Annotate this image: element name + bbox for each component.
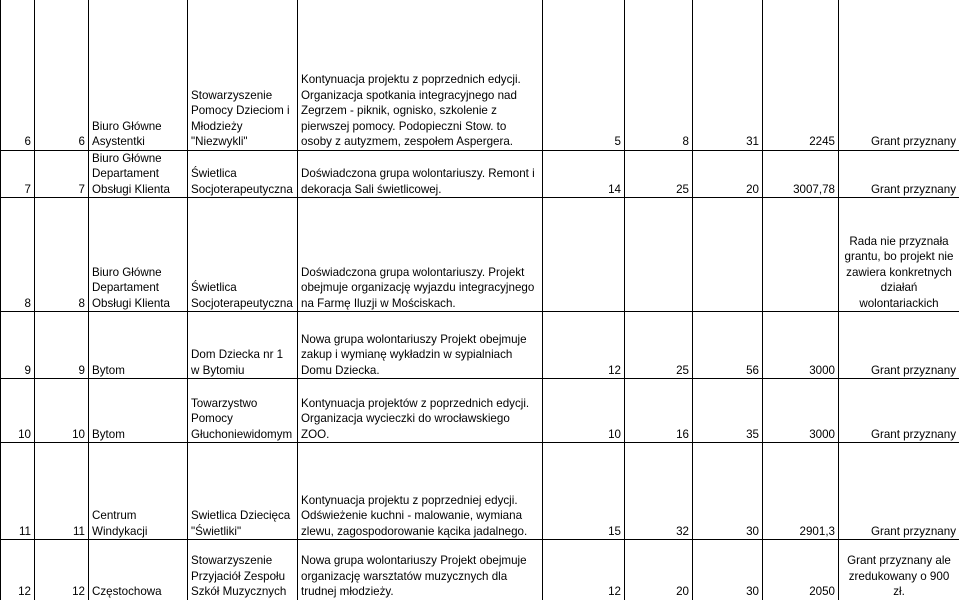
cell-decyzja: Grant przyznany ale zredukowany o 900 zł. bbox=[839, 540, 959, 600]
table-row bbox=[1, 540, 959, 600]
cell-c bbox=[693, 198, 763, 312]
cell-org: Towarzystwo Pomocy Głuchoniewidomym bbox=[188, 379, 298, 443]
cell-opis: Doświadczona grupa wolontariuszy. Projekt obejmuje organizację wyjazdu integracyjnego na Farmę Iluzji w Mościskach. bbox=[298, 198, 543, 312]
cell-decyzja: Rada nie przyznała grantu, bo projekt nie zawiera konkretnych działań wolontariackich bbox=[839, 198, 959, 312]
table-row bbox=[1, 150, 959, 198]
cell-nr: 10 bbox=[35, 379, 89, 443]
cell-lp: 9 bbox=[1, 312, 35, 379]
table-row bbox=[1, 0, 959, 150]
cell-biuro: Bytom bbox=[89, 312, 188, 379]
cell-c: 20 bbox=[693, 150, 763, 198]
cell-opis: Kontynuacja projektu z poprzedniej edycji. Odświeżenie kuchni - malowanie, wymiana zlewu, zagospodorowanie kącika jadalnego. bbox=[298, 443, 543, 540]
cell-kwota: 2901,3 bbox=[763, 443, 839, 540]
table-row bbox=[1, 443, 959, 540]
cell-decyzja: Grant przyznany bbox=[839, 150, 959, 198]
cell-nr: 9 bbox=[35, 312, 89, 379]
cell-a: 12 bbox=[543, 540, 625, 600]
cell-decyzja: Grant przyznany bbox=[839, 379, 959, 443]
cell-kwota: 2050 bbox=[763, 540, 839, 600]
cell-biuro: Centrum Windykacji bbox=[89, 443, 188, 540]
cell-opis: Nowa grupa wolontariuszy Projekt obejmuje organizację warsztatów muzycznych dla trudnej młodzieży. bbox=[298, 540, 543, 600]
cell-a: 12 bbox=[543, 312, 625, 379]
cell-org: Stowarzyszenie Przyjaciół Zespołu Szkół Muzycznych bbox=[188, 540, 298, 600]
cell-decyzja: Grant przyznany bbox=[839, 0, 959, 150]
cell-opis: Kontynuacja projektu z poprzednich edycji. Organizacja spotkania integracyjnego nad Zegrzem - piknik, ognisko, szkolenie z pierwszej pomocy. Podopieczni Stow. to osoby z autyzmem, zespołem Aspergera. bbox=[298, 0, 543, 150]
cell-b: 32 bbox=[625, 443, 693, 540]
cell-org: Świetlica Socjoterapeutyczna bbox=[188, 150, 298, 198]
cell-kwota: 2245 bbox=[763, 0, 839, 150]
cell-a: 14 bbox=[543, 150, 625, 198]
cell-lp: 12 bbox=[1, 540, 35, 600]
cell-c: 31 bbox=[693, 0, 763, 150]
cell-nr: 8 bbox=[35, 198, 89, 312]
cell-biuro: Biuro Główne Departament Obsługi Klienta bbox=[89, 198, 188, 312]
cell-b: 16 bbox=[625, 379, 693, 443]
cell-lp: 11 bbox=[1, 443, 35, 540]
cell-opis: Kontynuacja projektów z poprzednich edycji. Organizacja wycieczki do wrocławskiego ZOO. bbox=[298, 379, 543, 443]
cell-kwota: 3000 bbox=[763, 379, 839, 443]
cell-a: 10 bbox=[543, 379, 625, 443]
table-row bbox=[1, 312, 959, 379]
table-row bbox=[1, 379, 959, 443]
cell-decyzja: Grant przyznany bbox=[839, 312, 959, 379]
cell-c: 56 bbox=[693, 312, 763, 379]
cell-nr: 11 bbox=[35, 443, 89, 540]
cell-kwota: 3007,78 bbox=[763, 150, 839, 198]
cell-c: 35 bbox=[693, 379, 763, 443]
cell-nr: 7 bbox=[35, 150, 89, 198]
cell-biuro: Bytom bbox=[89, 379, 188, 443]
cell-nr: 12 bbox=[35, 540, 89, 600]
cell-b: 25 bbox=[625, 150, 693, 198]
cell-opis: Doświadczona grupa wolontariuszy. Remont i dekoracja Sali świetlicowej. bbox=[298, 150, 543, 198]
cell-a: 5 bbox=[543, 0, 625, 150]
cell-c: 30 bbox=[693, 540, 763, 600]
cell-kwota bbox=[763, 198, 839, 312]
cell-b: 8 bbox=[625, 0, 693, 150]
cell-c: 30 bbox=[693, 443, 763, 540]
cell-org: Świetlica Socjoterapeutyczna bbox=[188, 198, 298, 312]
cell-b: 25 bbox=[625, 312, 693, 379]
cell-lp: 6 bbox=[1, 0, 35, 150]
cell-org: Stowarzyszenie Pomocy Dzieciom i Młodzieży "Niezwykli" bbox=[188, 0, 298, 150]
cell-decyzja: Grant przyznany bbox=[839, 443, 959, 540]
cell-a bbox=[543, 198, 625, 312]
cell-a: 15 bbox=[543, 443, 625, 540]
cell-b: 20 bbox=[625, 540, 693, 600]
cell-lp: 7 bbox=[1, 150, 35, 198]
cell-biuro: Częstochowa bbox=[89, 540, 188, 600]
cell-org: Dom Dziecka nr 1 w Bytomiu bbox=[188, 312, 298, 379]
cell-nr: 6 bbox=[35, 0, 89, 150]
cell-biuro: Biuro Główne Asystentki bbox=[89, 0, 188, 150]
cell-lp: 8 bbox=[1, 198, 35, 312]
cell-lp: 10 bbox=[1, 379, 35, 443]
cell-biuro: Biuro Główne Departament Obsługi Klienta bbox=[89, 150, 188, 198]
cell-org: Swietlica Dziecięca "Świetliki" bbox=[188, 443, 298, 540]
cell-opis: Nowa grupa wolontariuszy Projekt obejmuje zakup i wymianę wykładzin w sypialniach Domu Dziecka. bbox=[298, 312, 543, 379]
cell-b bbox=[625, 198, 693, 312]
cell-kwota: 3000 bbox=[763, 312, 839, 379]
table-row bbox=[1, 198, 959, 312]
